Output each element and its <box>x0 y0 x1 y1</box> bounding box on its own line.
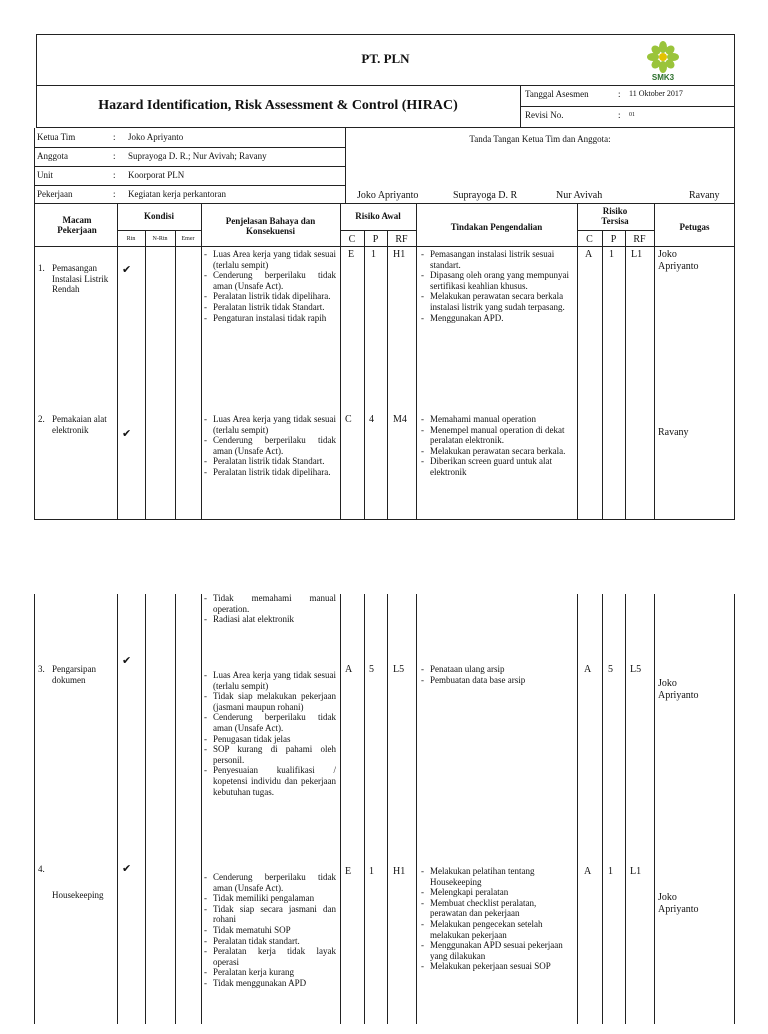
row4-hazard: - Peralatan kerja tidak layak operasi <box>204 946 336 967</box>
row3-residual-p: 5 <box>608 664 613 675</box>
row1-hazard: - Cenderung berperilaku tidak aman (Unsafe Act). <box>204 270 336 291</box>
row3-residual-c: A <box>584 664 592 675</box>
col-risiko-awal: Risiko Awal <box>355 211 401 221</box>
row2-hazard: - Cenderung berperilaku tidak aman (Unsafe Act). <box>204 435 336 456</box>
signature-name-2: Suprayoga D. R <box>453 190 518 201</box>
row4-control: - Membuat checklist peralatan, perawatan dan pekerjaan <box>421 898 573 919</box>
col-rtn: Rtn <box>126 236 136 242</box>
row3-c: A <box>345 664 353 675</box>
col-p-tersisa: P <box>610 234 617 245</box>
info-label-pekerjaan: Pekerjaan <box>37 189 73 199</box>
row4-p: 1 <box>369 866 374 877</box>
col-petugas: Petugas <box>679 222 710 232</box>
revision-colon: : <box>618 110 621 120</box>
info-value-pekerjaan: Kegiatan kerja perkantoran <box>128 189 226 199</box>
row1-p: 1 <box>371 249 376 260</box>
row2-hazards <box>204 414 336 478</box>
row4-hazard: - Tidak mematuhi SOP <box>204 925 336 936</box>
row4-control: - Melakukan pekerjaan sesuai SOP <box>421 961 573 972</box>
row3-hazards <box>204 670 336 797</box>
row1-residual-rf: L1 <box>631 249 643 260</box>
row4-hazard: - Peralatan tidak standart. <box>204 936 336 947</box>
row1-control: - Menggunakan APD. <box>421 313 573 324</box>
info-label-ketua: Ketua Tim <box>37 132 76 142</box>
col-kondisi: Kondisi <box>143 211 174 221</box>
row3-hazard: - Luas Area kerja yang tidak sesuai (terlalu sempit) <box>204 670 336 691</box>
signature-name-3: Nur Avivah <box>556 190 603 201</box>
info-value-anggota: Suprayoga D. R.; Nur Avivah; Ravany <box>128 151 267 161</box>
row2-hazard: - Radiasi alat elektronik <box>204 614 336 625</box>
info-label-anggota: Anggota <box>37 151 68 161</box>
signature-name-1: Joko Apriyanto <box>357 190 419 201</box>
row3-routine-check: ✔ <box>122 655 132 667</box>
row4-hazard: - Tidak menggunakan APD <box>204 978 336 989</box>
row3-job: Pengarsipan dokumen <box>52 664 96 685</box>
row3-hazard: - Penyesuaian kualifikasi / kopetensi individu dan pekerjaan kebutuhan tugas. <box>204 765 336 797</box>
col-c-tersisa: C <box>586 234 593 245</box>
row4-rf: H1 <box>393 866 406 877</box>
row3-control: - Pembuatan data base arsip <box>421 675 573 686</box>
row1-hazard: - Peralatan listrik tidak dipelihara. <box>204 291 336 302</box>
row4-residual-p: 1 <box>608 866 613 877</box>
row3-hazard: - Cenderung berperilaku tidak aman (Unsafe Act). <box>204 712 336 733</box>
row2-routine-check: ✔ <box>122 428 132 440</box>
smk3-logo <box>638 38 688 84</box>
row1-control: - Dipasang oleh orang yang mempunyai sertifikasi keahlian khusus. <box>421 270 573 291</box>
row3-number: 3. <box>38 664 45 674</box>
row1-routine-check: ✔ <box>122 264 132 276</box>
date-value: 11 Oktober 2017 <box>629 89 683 98</box>
row1-job: Pemasangan Instalasi Listrik Rendah <box>52 263 109 295</box>
row2-rf: M4 <box>393 414 407 425</box>
row1-controls <box>421 249 573 323</box>
row4-number: 4. <box>38 864 45 874</box>
col-rf-tersisa: RF <box>633 234 646 245</box>
row4-job: Housekeeping <box>52 890 104 900</box>
row4-hazard: - Tidak siap secara jasmani dan rohani <box>204 904 336 925</box>
col-c-awal: C <box>348 234 356 245</box>
row4-hazards <box>204 872 336 989</box>
row2-c: C <box>345 414 352 425</box>
row2-p: 4 <box>369 414 374 425</box>
row3-petugas: Joko Apriyanto <box>658 678 699 701</box>
row1-residual-p: 1 <box>609 249 614 260</box>
row3-residual-rf: L5 <box>630 664 642 675</box>
info-colon: : <box>113 151 116 161</box>
row4-controls <box>421 866 573 972</box>
row4-control: - Menggunakan APD sesuai pekerjaan yang dilakukan <box>421 940 573 961</box>
info-value-unit: Koorporat PLN <box>128 170 185 180</box>
signature-title: Tanda Tangan Ketua Tim dan Anggota: <box>469 134 611 144</box>
row2-hazard: - Tidak memahami manual operation. <box>204 593 336 614</box>
row4-residual-rf: L1 <box>630 866 642 877</box>
row1-residual-c: A <box>585 249 593 260</box>
row1-hazard: - Luas Area kerja yang tidak sesuai (terlalu sempit) <box>204 249 336 270</box>
revision-label: Revisi No. <box>525 110 564 120</box>
date-colon: : <box>618 89 621 99</box>
row1-control: - Pemasangan instalasi listrik sesuai standart. <box>421 249 573 270</box>
row2-number: 2. <box>38 414 45 424</box>
hirac-table-continued <box>34 594 735 1034</box>
row3-hazard: - Penugasan tidak jelas <box>204 734 336 745</box>
hirac-table <box>34 204 735 520</box>
info-colon: : <box>113 132 116 142</box>
col-macam-pekerjaan: Macam Pekerjaan <box>57 215 97 235</box>
info-colon: : <box>113 189 116 199</box>
col-penjelasan: Penjelasan Bahaya dan Konsekuensi <box>225 216 316 236</box>
row3-hazard: - Tidak siap melakukan pekerjaan (jasmani maupun rohani) <box>204 691 336 712</box>
row2-hazard: - Peralatan listrik tidak Standart. <box>204 456 336 467</box>
row1-control: - Melakukan perawatan secara berkala instalasi listrik yang sudah terpasang. <box>421 291 573 312</box>
row4-hazard: - Cenderung berperilaku tidak aman (Unsafe Act). <box>204 872 336 893</box>
row1-hazard: - Pengaturan instalasi tidak rapih <box>204 313 336 324</box>
row2-control: - Melakukan perawatan secara berkala. <box>421 446 573 457</box>
row2-job: Pemakaian alat elektronik <box>52 414 107 435</box>
date-label: Tanggal Asesmen <box>525 89 589 99</box>
col-p-awal: P <box>372 234 379 245</box>
col-emer: Emer <box>181 236 195 242</box>
row3-rf: L5 <box>393 664 405 675</box>
company-name: PT. PLN <box>361 51 410 66</box>
row1-petugas: Joko Apriyanto <box>658 249 699 272</box>
row2-petugas: Ravany <box>658 427 689 438</box>
row2-controls <box>421 414 573 478</box>
row3-control: - Penataan ulang arsip <box>421 664 573 675</box>
row2-control: - Memahami manual operation <box>421 414 573 425</box>
col-risiko-tersisa: Risiko Tersisa <box>601 206 629 226</box>
row1-hazards <box>204 249 336 323</box>
signature-name-4: Ravany <box>689 190 720 201</box>
document-title: Hazard Identification, Risk Assessment & Control (HIRAC) <box>98 98 458 113</box>
col-rf-awal: RF <box>395 234 408 245</box>
row4-hazard: - Tidak memiliki pengalaman <box>204 893 336 904</box>
logo-text: SMK3 <box>651 73 675 82</box>
row4-routine-check: ✔ <box>122 863 132 875</box>
row1-number: 1. <box>38 263 45 273</box>
row4-hazard: - Peralatan kerja kurang <box>204 967 336 978</box>
row4-control: - Melakukan pengecekan setelah melakukan pekerjaan <box>421 919 573 940</box>
revision-value: 01 <box>629 112 635 118</box>
info-colon: : <box>113 170 116 180</box>
row3-p: 5 <box>369 664 374 675</box>
row4-residual-c: A <box>584 866 592 877</box>
row1-hazard: - Peralatan listrik tidak Standart. <box>204 302 336 313</box>
info-label-unit: Unit <box>37 170 54 180</box>
row3-controls <box>421 664 573 685</box>
row3-hazard: - SOP kurang di pahami oleh personil. <box>204 744 336 765</box>
col-tindakan: Tindakan Pengendalian <box>450 222 543 232</box>
row2-control: - Menempel manual operation di dekat peralatan elektronik. <box>421 425 573 446</box>
row2-control: - Diberikan screen guard untuk alat elektronik <box>421 456 573 477</box>
row1-c: E <box>348 249 355 260</box>
info-value-ketua: Joko Apriyanto <box>128 132 184 142</box>
row2-hazards-continued <box>204 593 336 625</box>
col-nrtn: N-Rtn <box>152 236 168 242</box>
row4-petugas: Joko Apriyanto <box>658 892 699 915</box>
row2-hazard: - Luas Area kerja yang tidak sesuai (terlalu sempit) <box>204 414 336 435</box>
row4-control: - Melakukan pelatihan tentang Housekeeping <box>421 866 573 887</box>
row2-hazard: - Peralatan listrik tidak dipelihara. <box>204 467 336 478</box>
row4-c: E <box>345 866 352 877</box>
row4-control: - Melengkapi peralatan <box>421 887 573 898</box>
row1-rf: H1 <box>393 249 406 260</box>
